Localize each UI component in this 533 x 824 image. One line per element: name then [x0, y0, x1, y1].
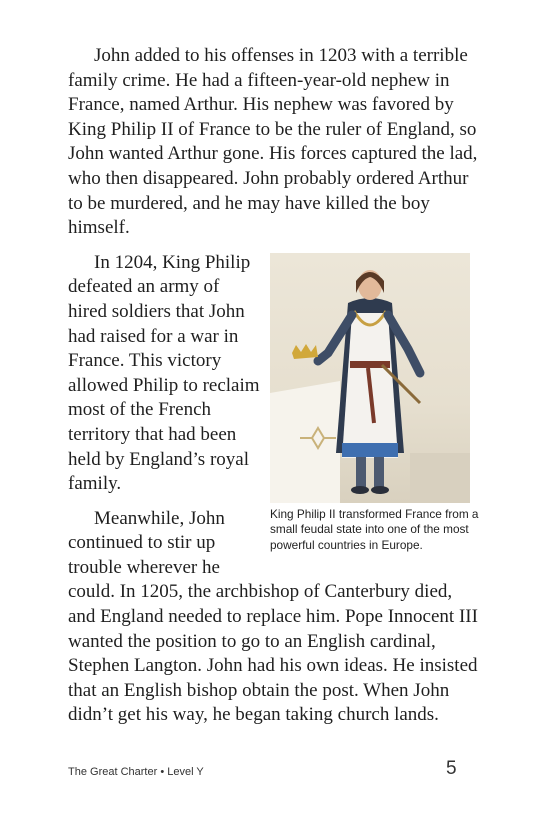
page-number: 5 — [446, 758, 457, 779]
figure-caption: King Philip II transformed France from a small feudal state into one of the most powerful countries in Europe. — [270, 506, 479, 552]
figure — [270, 253, 484, 554]
paragraph-1: John added to his offenses in 1203 with a terrible family crime. He had a fifteen-year-old nephew in France, named Arthur. His nephew was favored by King Philip II of France to be the ruler of England, so John wanted Arthur gone. His forces captured the lad, who then disappeared. John probably ordered Arthur to be murdered, and he may have killed the boy himself. — [68, 45, 478, 239]
body-text — [68, 44, 478, 738]
paragraph-2: In 1204, King Philip defeated an army of hired soldiers that John had raised for a war in France. This victory allowed Philip to reclaim most of the French territory that had been held by England’s royal family. — [68, 251, 260, 495]
king-philip-illustration — [270, 253, 470, 503]
king-illustration-svg — [270, 253, 470, 503]
footer-book-title: The Great Charter • Level Y — [68, 766, 204, 778]
paragraph-3: Meanwhile, John continued to stir up trouble wherever he could. In 1205, the archbishop of Canterbury died, and England needed to replace him. Pope Innocent III wanted the position to go to an English cardinal, Stephen Langton. John had his own ideas. He insisted that an English bishop obtain the post. When John didn’t get his way, he began taking church lands. — [68, 507, 478, 726]
